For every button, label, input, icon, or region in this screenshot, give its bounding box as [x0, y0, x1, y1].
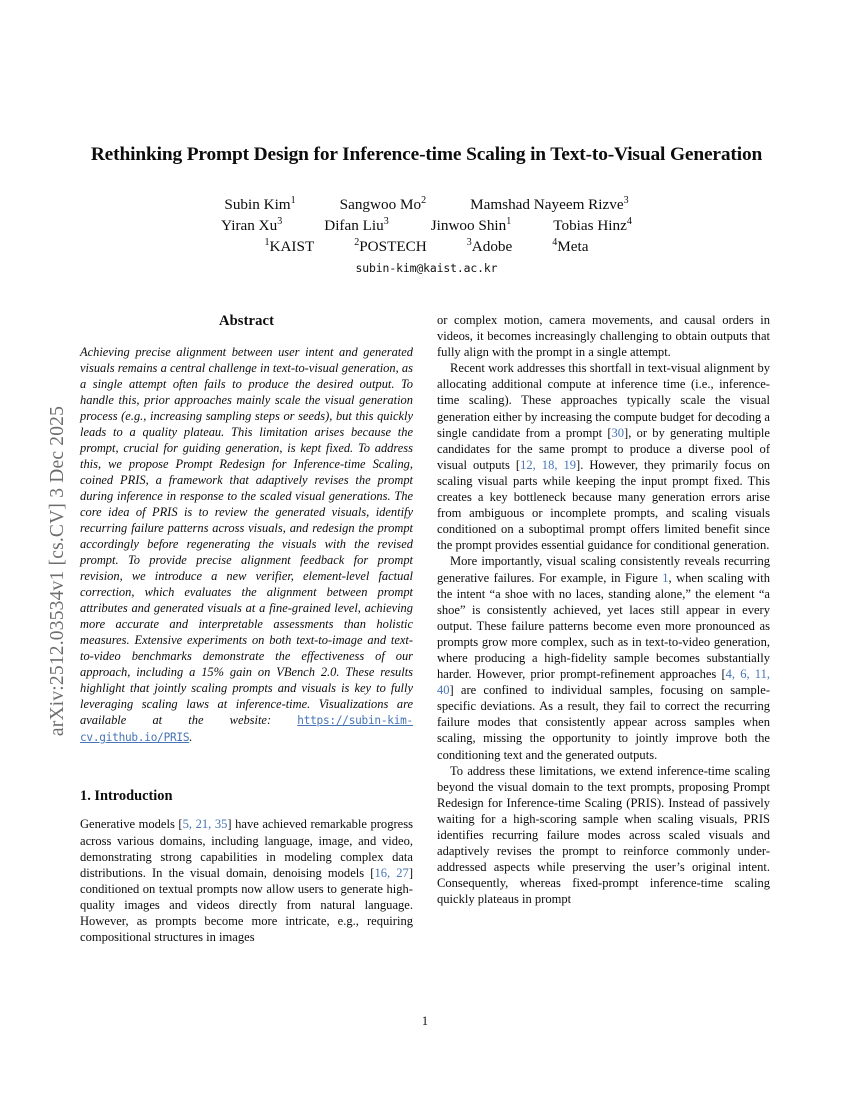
affiliation-name: Meta [557, 237, 589, 255]
author-affiliation-marker: 3 [277, 215, 283, 227]
column-left [80, 312, 413, 945]
affiliation-entry [264, 237, 314, 258]
author-name: Sangwoo Mo [339, 196, 422, 213]
text-run: ]. However, they primarily focus on scaling visual parts while keeping the input prompt fixed. This creates a key bottleneck because many generation errors arise from ambiguous or incomplete prompts, and scaling visuals conditioned on a suboptimal prompt offers limited benefit since the prompt provides essential guidance for conditional generation. [437, 457, 770, 553]
text-run: ] are confined to individual samples, focusing on sample-specific deviations. As a result, they fail to correct the recurring failure modes that consistently appear across samples when scaling, missing the opportunity to jointly improve both the conditioning text and the generated outputs. [437, 683, 770, 762]
intro-paragraph-1-continued [437, 312, 770, 360]
author-affiliation-marker: 1 [290, 194, 296, 206]
page-number: 1 [421, 1014, 429, 1028]
author-entry [224, 195, 295, 216]
citation-ref[interactable]: 5, 21, 35 [182, 817, 228, 832]
author-name: Subin Kim [224, 196, 291, 213]
author-affiliation-marker: 3 [383, 215, 389, 227]
author-name: Jinwoo Shin [430, 216, 507, 234]
author-name: Mamshad Nayeem Rizve [470, 196, 624, 213]
affiliation-marker: 2 [354, 236, 360, 248]
affiliation-entry [467, 237, 513, 258]
affiliation-name: KAIST [269, 237, 315, 255]
abstract-body [80, 344, 413, 745]
intro-paragraph-2 [437, 360, 770, 553]
author-entry [553, 216, 632, 237]
page-title: Rethinking Prompt Design for Inference-time Scaling in Text-to-Visual Generation [90, 144, 763, 165]
text-run: Recent work addresses this shortfall in text-visual alignment by allocating additional compute at inference time (i.e., inference-time scaling). These approaches typically scale the visual generation either by increasing the compute budget for decoding a single candidate from a prompt [ [437, 361, 770, 440]
abstract-text-tail: . [189, 729, 193, 744]
text-run: , when scaling with the intent “a shoe with no laces, standing alone,” the element “a shoe” is consistently achieved, yet laces still appear in every output. These failure patterns become even more pronounced as prompts grow more complex, such as in text-to-video generation, where producing a high-fidelity sample becomes substantially harder. However, prior prompt-refinement approaches [ [437, 570, 770, 682]
author-name: Yiran Xu [221, 216, 278, 234]
abstract-heading: Abstract [218, 313, 275, 329]
abstract-text: Achieving precise alignment between user intent and generated visuals remains a central challenge in text-to-visual generation, as a single attempt often fails to produce the desired output. To handle this, prior approaches mainly scale the visual generation process (e.g., increasing sampling steps or seeds), but this quickly leads to a quality plateau. This limitation arises because the prompt, crucial for guiding generation, is kept fixed. To address this, we propose Prompt Redesign for Inference-time Scaling, coined PRIS, a framework that adaptively revises the prompt during inference in response to the scaled visual generations. The core idea of PRIS is to review the generated visuals, identify recurring failure patterns across visuals, and redesign the prompt accordingly before regenerating the visuals with the revised prompt. To provide precise alignment feedback for prompt revision, we introduce a new verifier, element-level factual correction, which evaluates the alignment between prompt attributes and generated visuals at a fine-grained level, achieving more accurate and interpretable assessments than holistic measures. Extensive experiments on both text-to-image and text-to-video benchmarks demonstrate the effectiveness of our approach, including a 15% gain on VBench 2.0. These results highlight that jointly scaling prompts and visuals is key to fully leveraging scaling laws at inference-time. Visualizations are available at the website: [80, 344, 413, 728]
affiliation-row [78, 237, 775, 258]
author-block [78, 195, 775, 258]
citation-ref[interactable]: 30 [611, 425, 625, 440]
affiliation-marker: 1 [264, 236, 270, 248]
author-row-1 [78, 195, 775, 216]
intro-paragraph-4 [437, 763, 770, 908]
author-entry [221, 216, 282, 237]
text-run: Generative models [ [80, 817, 183, 832]
contact-email: subin-kim@kaist.ac.kr [355, 261, 498, 275]
citation-ref[interactable]: 12, 18, 19 [520, 457, 577, 472]
author-affiliation-marker: 3 [623, 194, 629, 206]
author-affiliation-marker: 4 [626, 215, 632, 227]
text-run: ] have achieved remarkable progress across various domains, including language, image, and video, demonstrating strong capabilities in modeling complex data distributions. In the visual domain, denoising models [ [80, 817, 413, 880]
author-row-2 [78, 216, 775, 237]
section-heading-introduction: 1. Introduction [80, 788, 173, 804]
intro-paragraph-3 [437, 553, 770, 762]
author-entry [340, 195, 426, 216]
column-right [437, 312, 770, 907]
affiliation-entry [552, 237, 588, 258]
text-run: To address these limitations, we extend inference-time scaling beyond the visual domain to the text prompts, proposing Prompt Redesign for Inference-time Scaling (PRIS). Instead of passively waiting for a high-scoring sample when scaling visuals, PRIS identifies recurring failure modes across scaled visuals and adaptively revises the prompt to reinforce commonly under-addressed aspects while preserving the user’s original intent. Consequently, whereas fixed-prompt inference-time scaling quickly plateaus in prompt [437, 763, 770, 907]
affiliation-marker: 3 [466, 236, 472, 248]
project-website-link[interactable]: https://subin-kim-cv.github.io/PRIS [80, 714, 413, 744]
author-affiliation-marker: 1 [506, 215, 512, 227]
text-run: or complex motion, camera movements, and causal orders in videos, it becomes increasingly challenging to obtain outputs that fully align with the prompt in a single attempt. [437, 313, 770, 360]
author-name: Difan Liu [324, 216, 384, 234]
citation-ref[interactable]: 4, 6, 11, 40 [437, 667, 770, 698]
affiliation-name: POSTECH [359, 237, 427, 255]
citation-ref[interactable]: 16, 27 [374, 865, 409, 880]
affiliation-marker: 4 [552, 236, 558, 248]
author-name: Tobias Hinz [553, 216, 627, 234]
text-run: ], or by generating multiple candidates for the same prompt to produce a diverse pool of visual outputs [ [437, 425, 770, 472]
arxiv-stamp: arXiv:2512.03534v1 [cs.CV] 3 Dec 2025 [47, 405, 68, 737]
intro-paragraph-1 [80, 816, 413, 945]
text-run: More importantly, visual scaling consistently reveals recurring generative failures. For example, in Figure [437, 554, 770, 585]
author-entry [324, 216, 388, 237]
author-entry [470, 195, 629, 216]
figure-ref[interactable]: 1 [662, 570, 669, 585]
author-affiliation-marker: 2 [421, 194, 427, 206]
affiliation-entry [354, 237, 427, 258]
affiliation-name: Adobe [471, 237, 513, 255]
author-entry [431, 216, 512, 237]
text-run: ] conditioned on textual prompts now allow users to generate high-quality images and videos directly from natural language. However, as prompts become more intricate, e.g., requiring compositional structures in images [80, 865, 413, 945]
